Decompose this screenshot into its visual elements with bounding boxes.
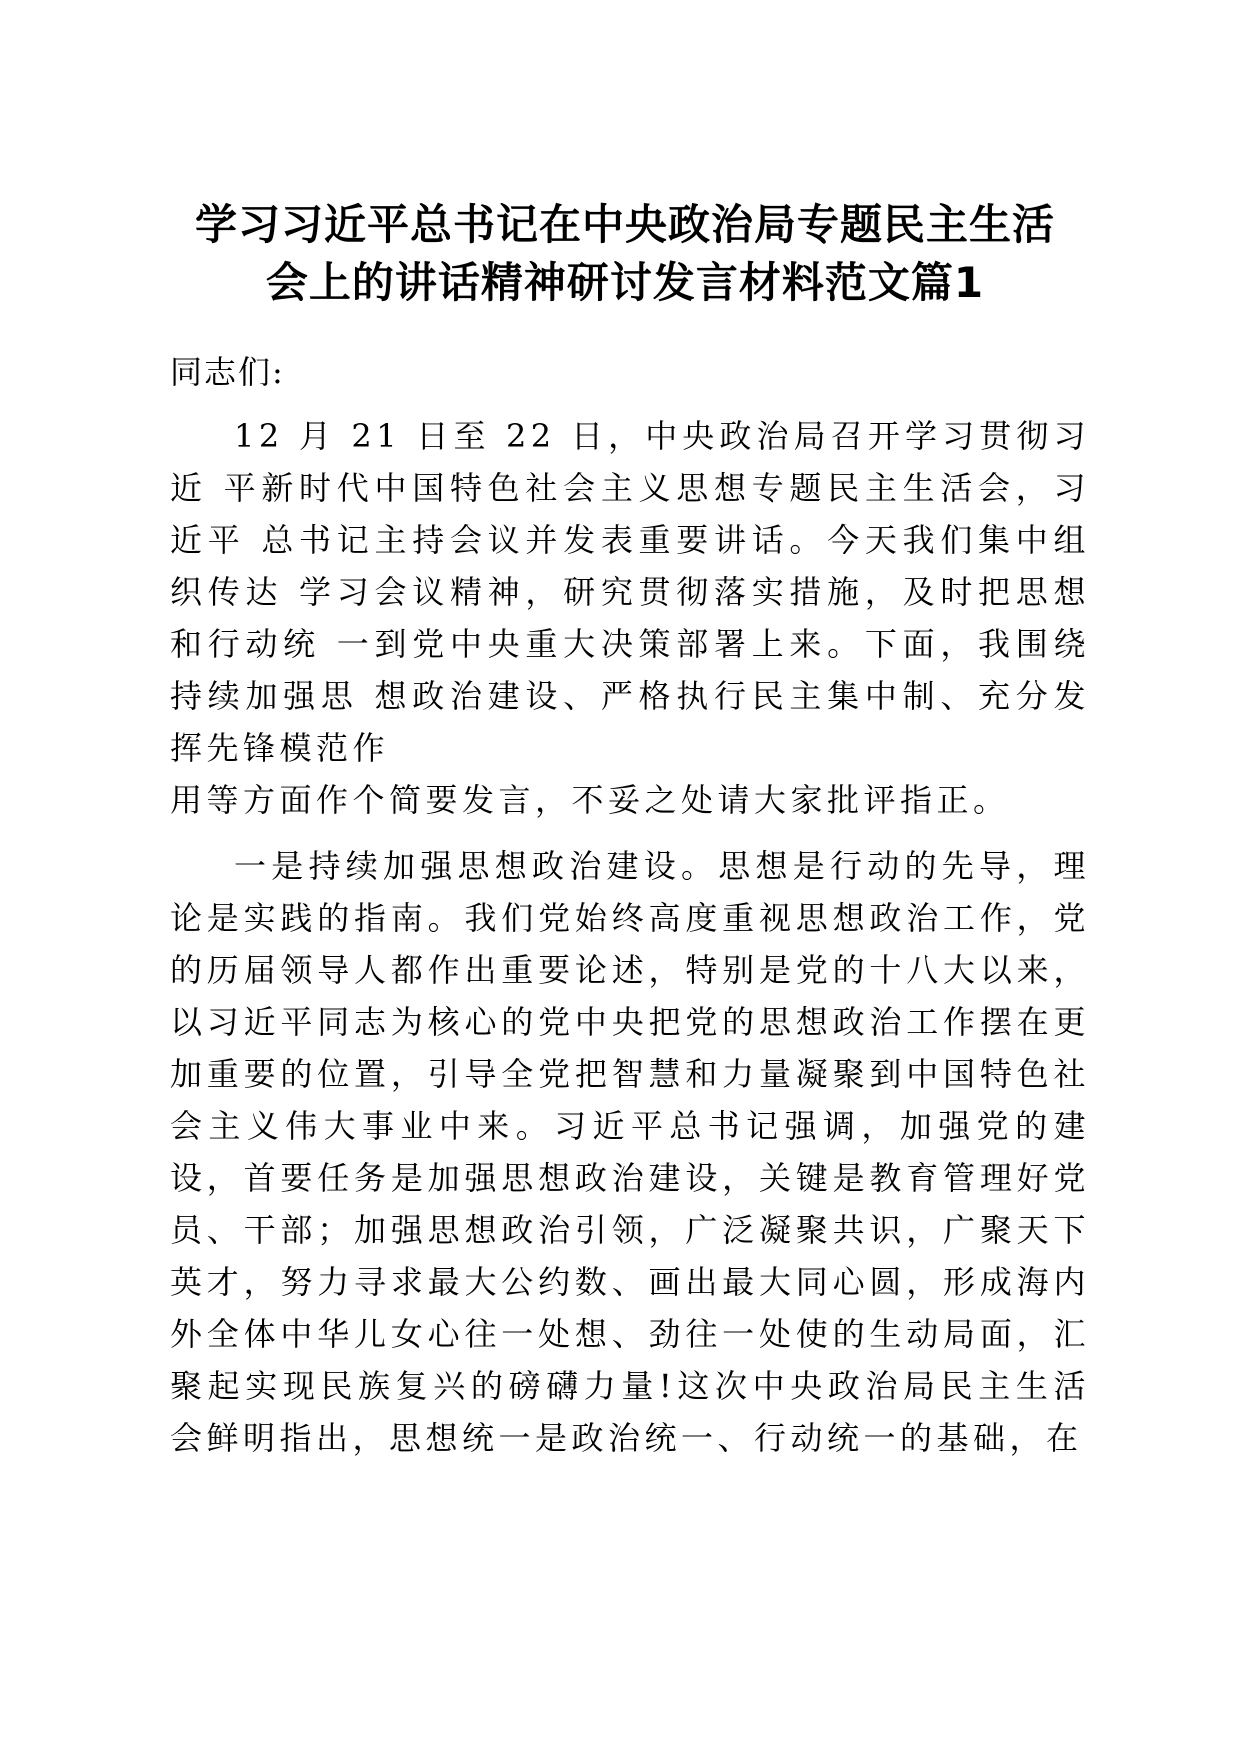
salutation: 同志们: — [170, 353, 285, 391]
paragraph-point-one: 一是持续加强思想政治建设。思想是行动的先导，理论是实践的指南。我们党始终高度重视思想政治工作，党的历届领导人都作出重要论述，特别是党的十八大以来，以习近平同志为核心的党中央把党的思想政治工作摆在更加重要的位置，引导全党把智慧和力量凝聚到中国特色社会主义伟大事业中来。习近平总书记强调，加强党的建设，首要任务是加强思想政治建设，关键是教育管理好党员、干部；加强思想政治引领，广泛凝聚共识，广聚天下英才，努力寻求最大公约数、画出最大同心圆，形成海内外全体中华儿女心往一处想、劲往一处使的生动局面，汇聚起实现民族复兴的磅礴力量!这次中央政治局民主生活会鲜明指出，思想统一是政治统一、行动统一的基础，在 — [170, 847, 1090, 1457]
paragraph-intro: 12 月 21 日至 22 日，中央政治局召开学习贯彻习近 平新时代中国特色社会主义思想专题民主生活会，习近平 总书记主持会议并发表重要讲话。今天我们集中组织传达 学习会议精神，研究贯彻落实措施，及时把思想和行动统 一到党中央重大决策部署上来。下面，我围绕持续加强思 想政治建设、严格执行民主集中制、充分发挥先锋模范作 — [170, 417, 1090, 767]
document-title: 学习习近平总书记在中央政治局专题民主生活 会上的讲话精神研讨发言材料范文篇1 — [194, 200, 1055, 307]
document-body — [170, 346, 1090, 1478]
paragraph-intro-continuation: 用等方面作个简要发言，不妥之处请大家批评指正。 — [170, 781, 1010, 819]
